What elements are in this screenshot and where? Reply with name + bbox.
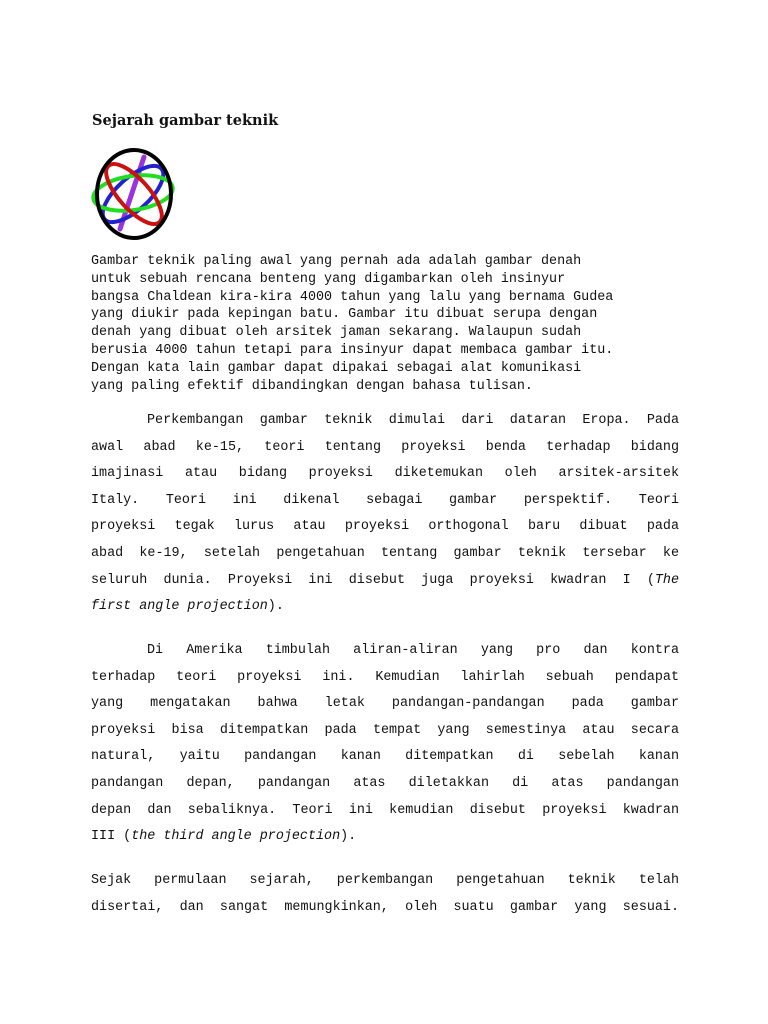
text-line: awal abad ke-15, teori tentang proyeksi benda terhadap bidang xyxy=(91,439,679,455)
text-line: terhadap teori proyeksi ini. Kemudian lahirlah sebuah pendapat xyxy=(91,669,679,685)
text-line-with-italic xyxy=(91,568,679,595)
text-line: Gambar teknik paling awal yang pernah ada adalah gambar denah xyxy=(91,254,582,269)
text-line: pandangan depan, pandangan atas diletakkan di atas pandangan xyxy=(91,775,679,791)
text-line: Sejak permulaan sejarah, perkembangan pengetahuan teknik telah xyxy=(91,873,679,888)
text-line: denah yang dibuat oleh arsitek jaman sekarang. Walaupun sudah xyxy=(91,325,582,341)
text-line: imajinasi atau bidang proyeksi diketemukan oleh arsitek-arsitek xyxy=(91,466,679,482)
text-line: yang mengatakan bahwa letak pandangan-pandangan pada gambar xyxy=(91,696,679,712)
text-line: natural, yaitu pandangan kanan ditempatkan di sebelah kanan xyxy=(91,749,679,765)
text-line: yang paling efektif dibandingkan dengan bahasa tulisan. xyxy=(91,378,533,394)
paragraph-3 xyxy=(91,638,679,851)
text-segment: III ( xyxy=(91,829,132,845)
text-line-with-italic xyxy=(91,824,679,851)
text-line: bangsa Chaldean kira-kira 4000 tahun yang lalu yang bernama Gudea xyxy=(91,289,614,305)
italic-term: the third angle projection xyxy=(131,829,341,845)
text-line: depan dan sebaliknya. Teori ini kemudian disebut proyeksi kwadran xyxy=(91,802,679,818)
text-line: yang diukir pada kepingan batu. Gambar itu dibuat serupa dengan xyxy=(91,307,598,323)
text-line: disertai, dan sangat memungkinkan, oleh suatu gambar yang sesuai. xyxy=(91,899,679,915)
page-title: Sejarah gambar teknik xyxy=(92,112,279,129)
italic-term: first angle projection xyxy=(91,599,268,615)
text-line: untuk sebuah rencana benteng yang digambarkan oleh insinyur xyxy=(91,271,566,287)
text-line: proyeksi tegak lurus atau proyeksi orthogonal baru dibuat pada xyxy=(91,519,679,535)
text-line: Italy. Teori ini dikenal sebagai gambar perspektif. Teori xyxy=(91,492,679,508)
text-line: berusia 4000 tahun tetapi para insinyur dapat membaca gambar itu. xyxy=(91,342,614,358)
text-line: Dengan kata lain gambar dapat dipakai sebagai alat komunikasi xyxy=(91,360,582,376)
text-line-with-italic xyxy=(91,594,679,621)
text-segment: seluruh dunia. Proyeksi ini disebut juga proyeksi kwadran I ( xyxy=(91,572,655,588)
italic-term: The xyxy=(654,572,679,588)
paragraph-4 xyxy=(91,868,679,921)
paragraph-1 xyxy=(91,253,679,395)
text-line: abad ke-19, setelah pengetahuan tentang gambar teknik tersebar ke xyxy=(91,545,679,561)
paragraph-2 xyxy=(91,408,679,621)
text-segment: ). xyxy=(340,829,357,845)
text-line: Di Amerika timbulah aliran-aliran yang pro dan kontra xyxy=(147,643,679,658)
text-line: proyeksi bisa ditempatkan pada tempat yang semestinya atau secara xyxy=(91,722,679,738)
orbit-rings-logo-icon xyxy=(90,147,176,241)
text-segment: ). xyxy=(267,599,284,615)
text-line: Perkembangan gambar teknik dimulai dari dataran Eropa. Pada xyxy=(147,413,679,428)
